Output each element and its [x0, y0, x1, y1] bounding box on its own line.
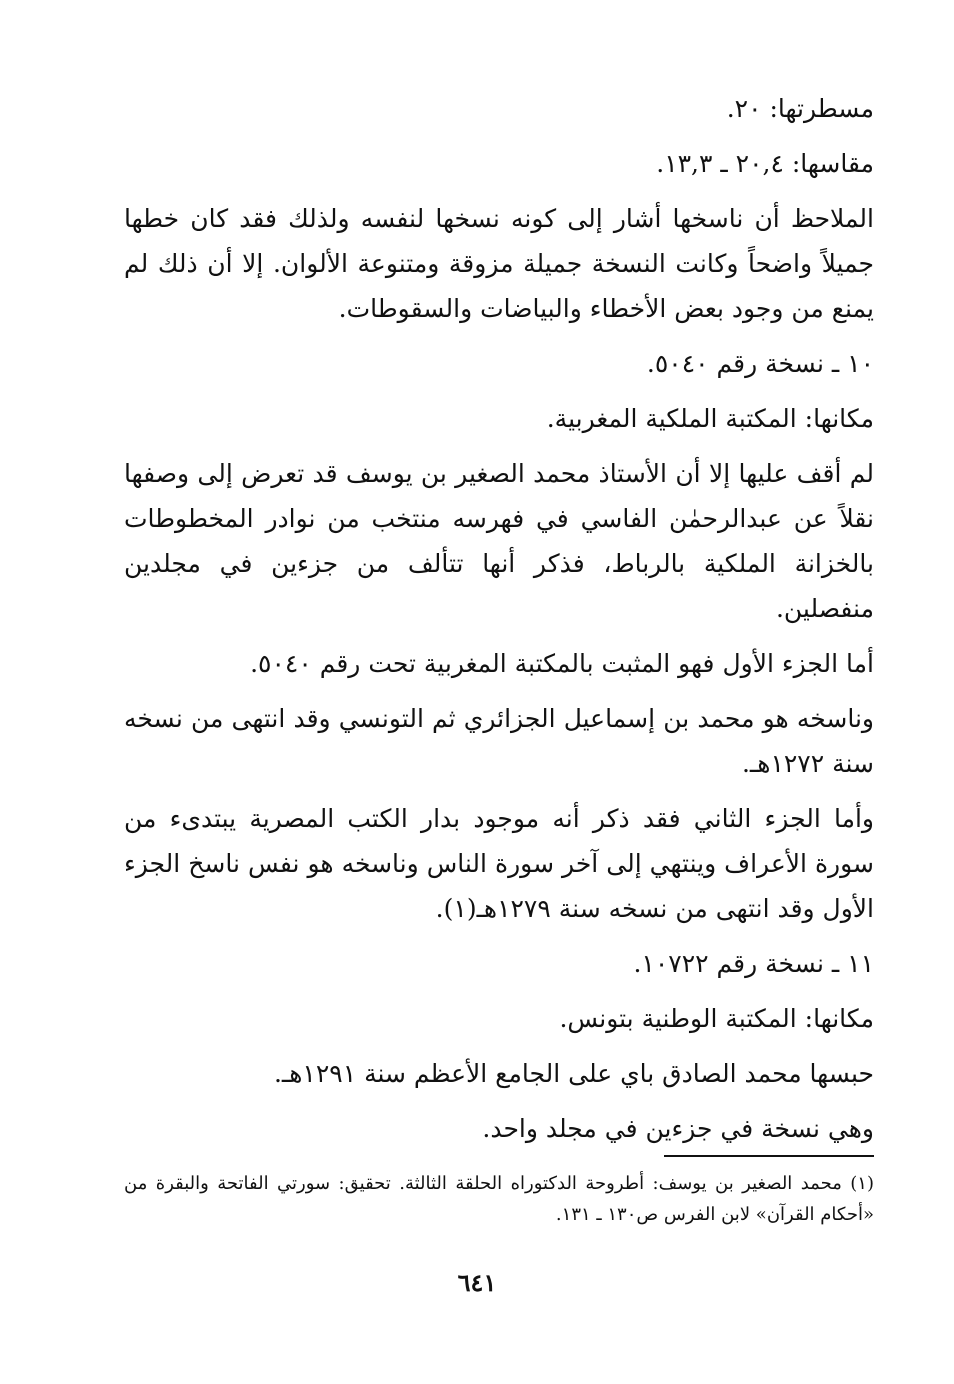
- paragraph-volumes: وهي نسخة في جزءين في مجلد واحد.: [482, 1114, 874, 1143]
- paragraph-location-copy-11: مكانها: المكتبة الوطنية بتونس.: [559, 1004, 874, 1033]
- heading-copy-10: ١٠ ـ نسخة رقم ٥٠٤٠.: [646, 349, 874, 378]
- footnote-divider: [664, 1155, 874, 1157]
- footnote: (١) محمد الصغير بن يوسف: أطروحة الدكتوراه الحلقة الثالثة. تحقيق: سورتي الفاتحة والبقرة من «أحكام القرآن» لابن الفرس ص١٣٠ ـ ١٣١.: [124, 1173, 874, 1225]
- paragraph-location-copy-10: مكانها: المكتبة الملكية المغربية.: [546, 404, 874, 433]
- paragraph-description-copy-10: لم أقف عليها إلا أن الأستاذ محمد الصغير بن يوسف قد تعرض إلى وصفها نقلاً عن عبدالرحمٰن الفاسي في فهرسه منتخب من نوادر المخطوطات بالخزانة الملكية بالرباط، فذكر أنها تتألف من جزءين في مجلدين منفصلين.: [124, 459, 874, 623]
- paragraph-dimensions: مقاسها: ٢٠,٤ ـ ١٣,٣.: [656, 149, 874, 178]
- paragraph-part-two: وأما الجزء الثاني فقد ذكر أنه موجود بدار الكتب المصرية يبتدىء من سورة الأعراف وينتهي إلى آخر سورة الناس وناسخه هو نفس ناسخ الجزء الأول وقد انتهى من نسخه سنة ١٢٧٩هـ(١).: [124, 804, 874, 923]
- heading-copy-11: ١١ ـ نسخة رقم ١٠٧٢٢.: [633, 949, 874, 978]
- paragraph-copyist: وناسخه هو محمد بن إسماعيل الجزائري ثم التونسي وقد انتهى من نسخه سنة ١٢٧٢هـ.: [124, 704, 874, 778]
- paragraph-part-one: أما الجزء الأول فهو المثبت بالمكتبة المغربية تحت رقم ٥٠٤٠.: [250, 649, 874, 678]
- paragraph-notes-copy-9: الملاحظ أن ناسخها أشار إلى كونه نسخها لنفسه ولذلك فقد كان خطها جميلاً واضحاً وكانت النسخة جميلة مزوقة ومتنوعة الألوان. إلا أن ذلك لم يمنع من وجود بعض الأخطاء والبياضات والسقوطات.: [124, 204, 874, 323]
- paragraph-endowment: حبسها محمد الصادق باي على الجامع الأعظم سنة ١٢٩١هـ.: [273, 1059, 874, 1088]
- paragraph-lines-count: مسطرتها: ٢٠.: [726, 94, 874, 123]
- page-number: ٦٤١: [457, 1268, 497, 1297]
